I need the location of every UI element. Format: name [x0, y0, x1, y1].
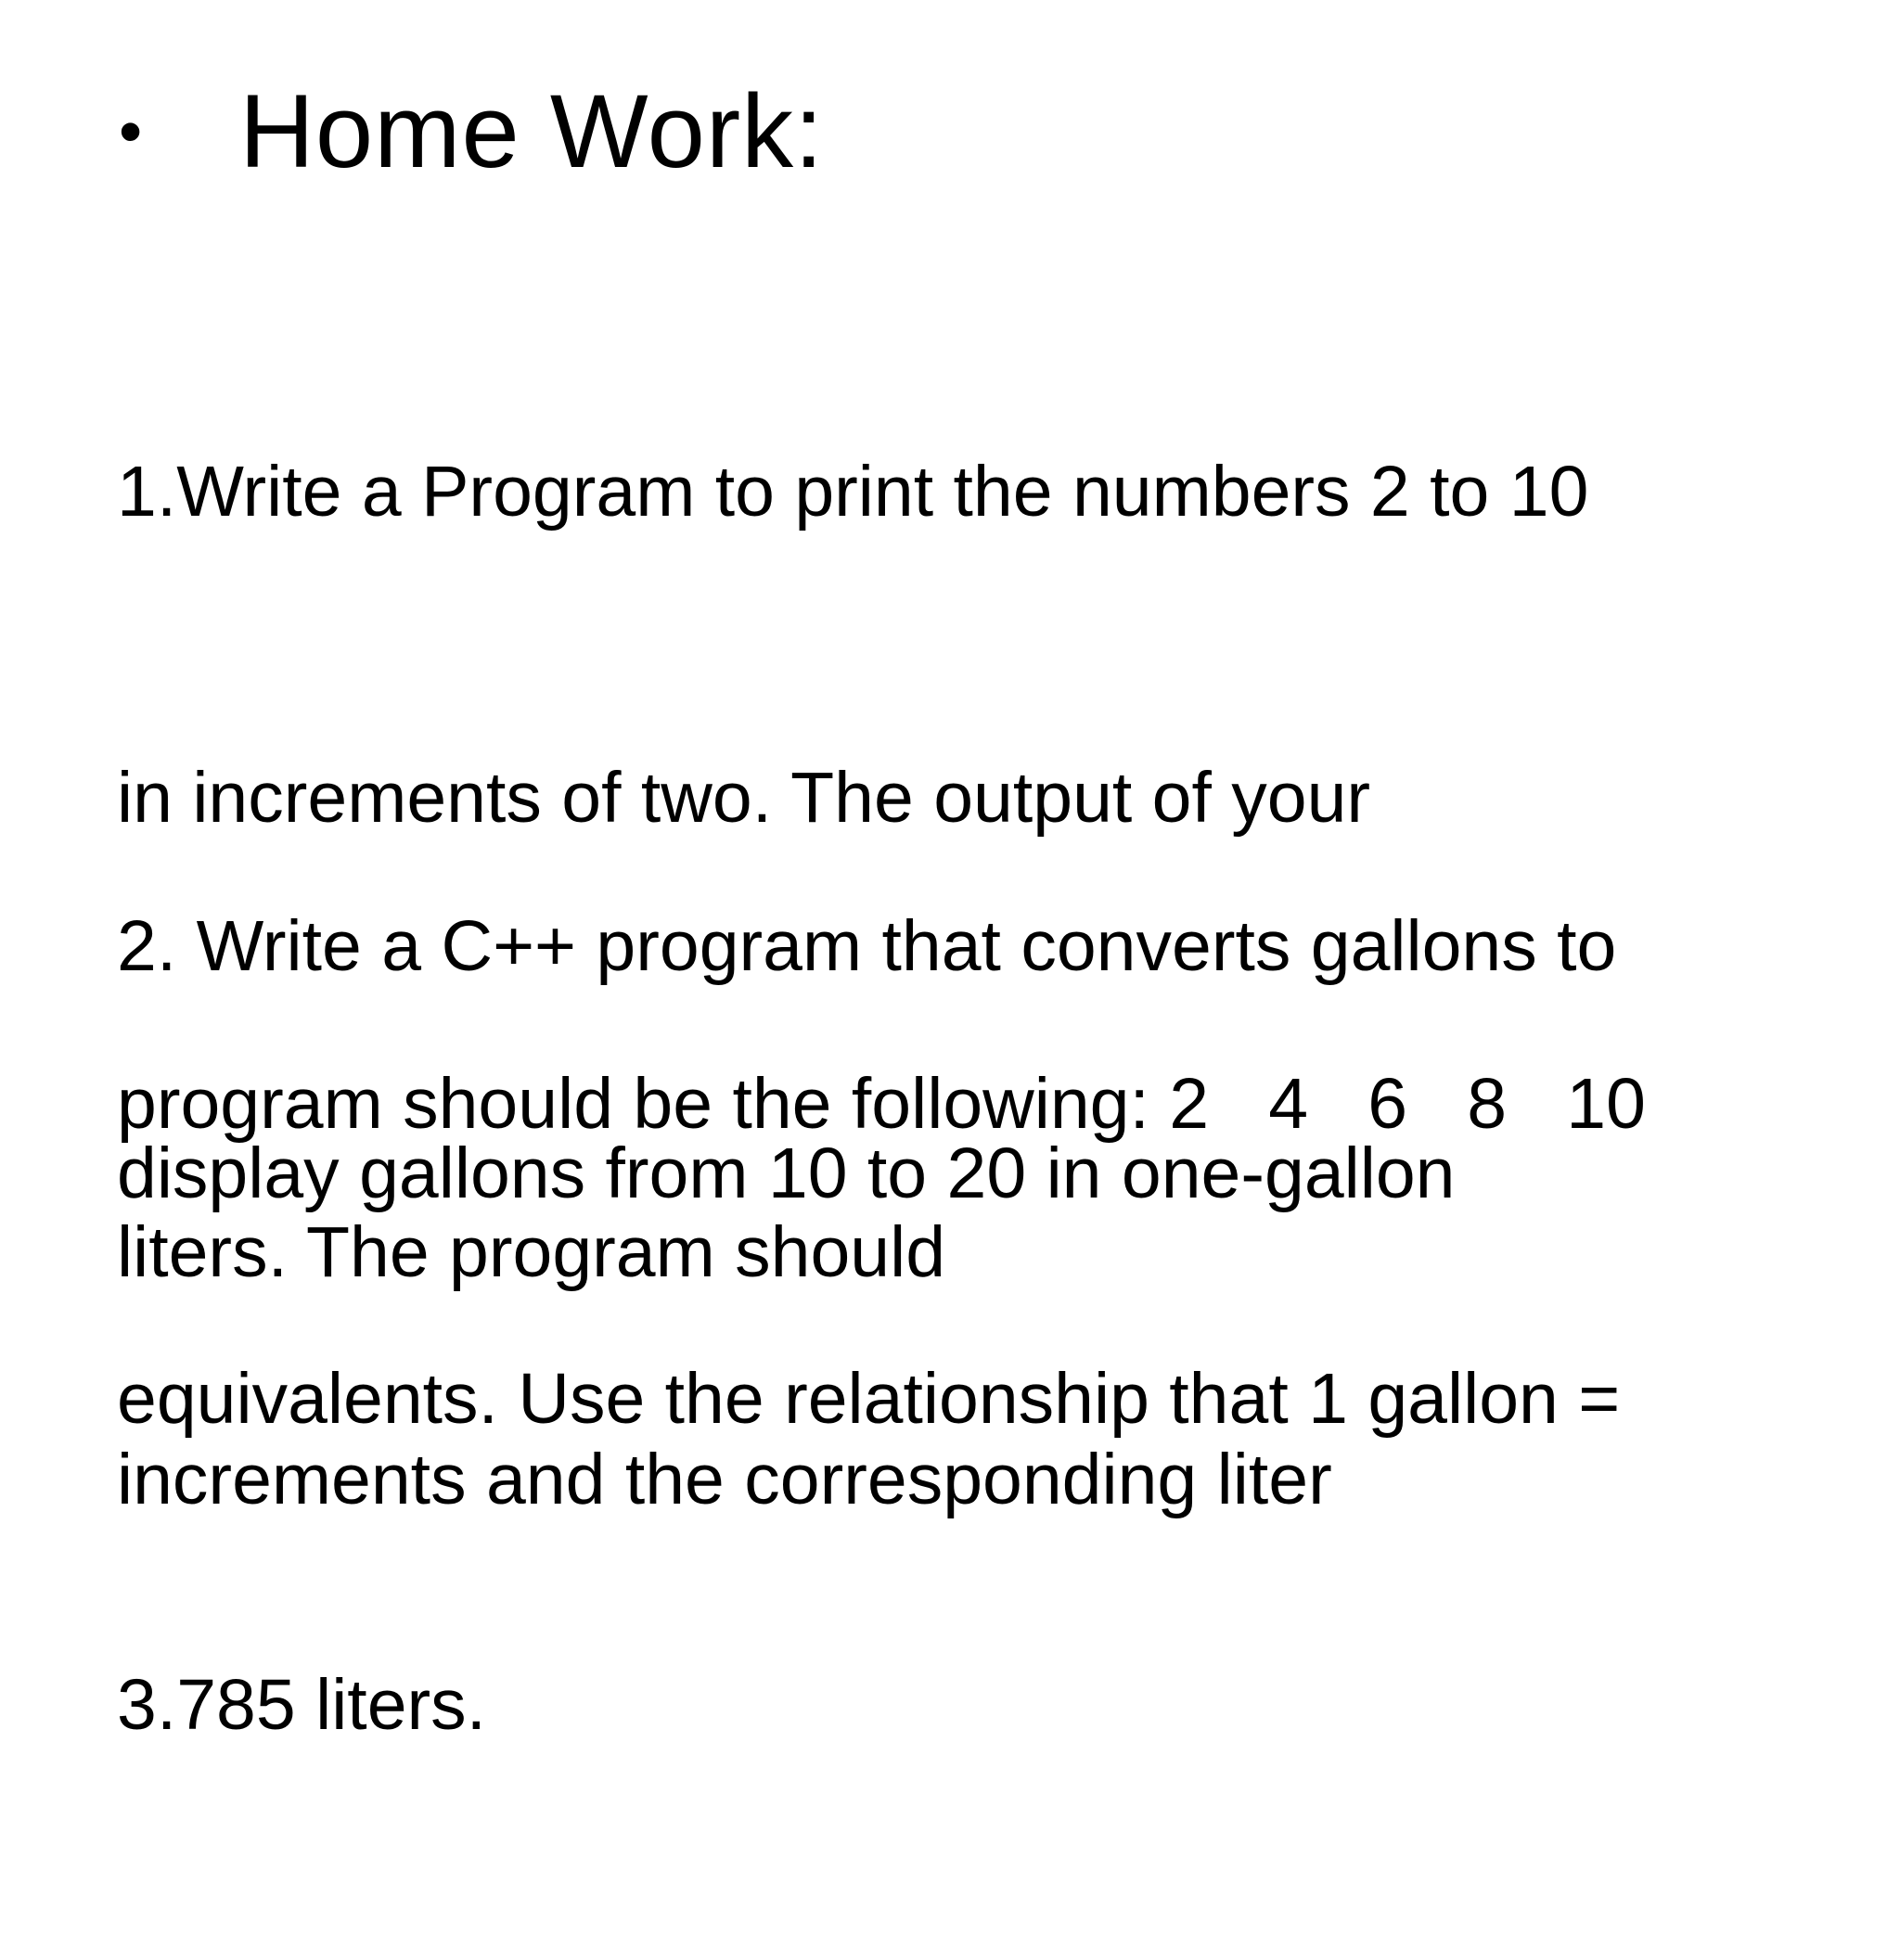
text-line: in increments of two. The output of your	[117, 758, 1371, 838]
text-line: 2. Write a C++ program that converts gallons to	[117, 906, 1617, 986]
text-line: equivalents. Use the relationship that 1 gallon =	[117, 1359, 1621, 1439]
paragraph-task-2-relationship	[117, 1144, 1861, 1960]
text-line: 3.785 liters.	[117, 1665, 487, 1745]
text-line: increments and the corresponding liter	[117, 1440, 1332, 1519]
text-line: program should be the following: 2 4 6 8 10	[117, 1064, 1646, 1144]
text-line: liters. The program should	[117, 1212, 946, 1292]
text-line: 1.Write a Program to print the numbers 2 to 10	[117, 452, 1589, 532]
title-row	[119, 67, 824, 197]
bullet-icon: •	[119, 95, 143, 169]
text-line: display gallons from 10 to 20 in one-gallon	[117, 1134, 1456, 1213]
slide-title: Home Work:	[239, 73, 825, 189]
